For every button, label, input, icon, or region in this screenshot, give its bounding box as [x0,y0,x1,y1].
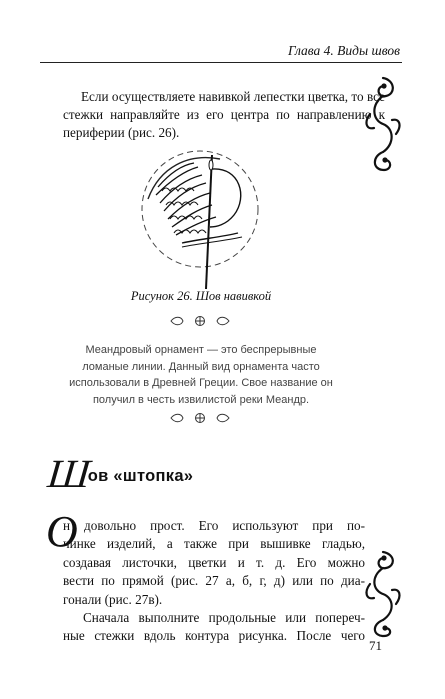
text-line: ные стежки вдоль контура рисунка. После чего [63,628,365,644]
figure-caption: Рисунок 26. Шов навивкой [130,289,272,303]
section-heading [45,450,194,497]
drop-cap: О [46,507,78,556]
text-line: создавая листочки, цветки и т. д. Его можно [63,554,365,570]
figure-wrap-stitch-illustration [130,143,270,291]
text-line: гонали (рис. 27в). [63,591,163,607]
paragraph-petals: Если осуществляете навивкой лепестки цветка, то все стежки направляйте из его центра по направлению к периферии (рис. 26). [63,89,385,141]
text-line: н довольно прост. Его используют при по- [63,518,365,533]
text-line: Сначала выполните продольные или попереч- [83,610,365,626]
decorative-divider-icon [165,315,235,327]
running-header [40,42,402,63]
paragraph-darning-stitch [46,507,365,646]
scroll-ornament-icon [362,548,404,640]
heading-initial-letter: Ш [45,451,93,496]
chapter-title: Глава 4. Виды швов [288,43,400,58]
heading-text: ов «штопка» [87,467,194,485]
meander-note: Меандровый орнамент — это беспрерывные ломаные линии. Данный вид орнамента часто использовали в Древней Греции. Свое название он получил в честь извилистой реки Меандр. [69,344,333,406]
text-line: чинке изделий, а также при вышивке гладью, [63,536,365,552]
text-line: вести по прямой (рис. 27 а, б, г, д) или по диа- [63,573,365,589]
decorative-divider-icon [165,412,235,424]
page-number: 71 [369,638,382,653]
